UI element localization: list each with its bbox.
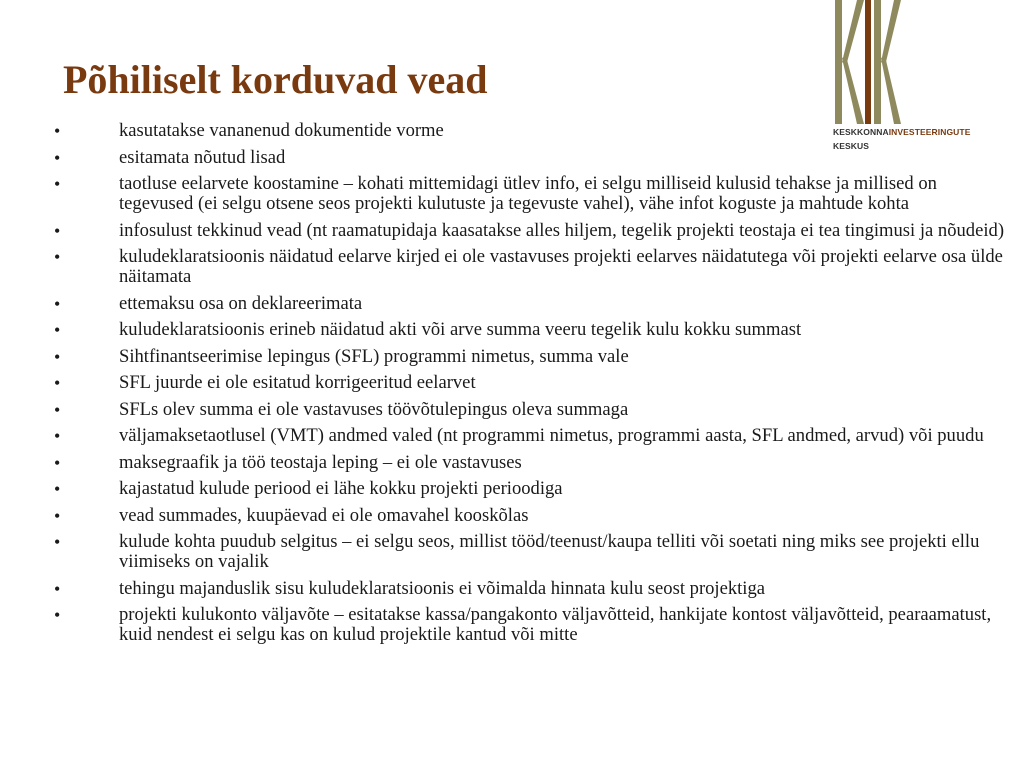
list-item-text: taotluse eelarvete koostamine – kohati mittemidagi ütlev info, ei selgu milliseid kulusid tehakse ja millised on tegevused (ei selgu otsene seos projekti kulutuste ja tegevuste vahel), vähe infot koguste ja mahtude kohta xyxy=(119,173,937,214)
list-item xyxy=(54,479,1004,499)
bullet-icon: • xyxy=(54,505,61,526)
list-item xyxy=(54,400,1004,420)
bullet-icon: • xyxy=(54,605,61,625)
bullet-icon: • xyxy=(54,373,61,393)
list-item-text: tehingu majanduslik sisu kuludeklaratsioonis ei võimalda hinnata kulu seost projektiga xyxy=(119,577,766,599)
list-item-text: Sihtfinantseerimise lepingus (SFL) programmi nimetus, summa vale xyxy=(119,345,629,367)
list-item-text: vead summades, kuupäevad ei ole omavahel kooskõlas xyxy=(119,504,529,526)
logo-word-keskkonna: KESKKONNA xyxy=(833,127,889,137)
list-item xyxy=(54,121,1004,141)
list-item xyxy=(54,247,1004,287)
list-item-text: kasutatakse vananenud dokumentide vorme xyxy=(119,120,444,141)
list-item-text: projekti kulukonto väljavõte – esitatakse kassa/pangakonto väljavõtteid, hankijate kontost väljavõtteid, pearaamatust, kuid nendest ei selgu kas on kulud projektile kantud või mitte xyxy=(119,604,992,645)
bullet-icon: • xyxy=(54,247,61,267)
list-item xyxy=(54,532,1004,572)
bullet-icon: • xyxy=(54,452,61,473)
logo-wordmark-line2: KESKUS xyxy=(833,141,870,151)
list-item xyxy=(54,426,1004,446)
list-item-text: infosulust tekkinud vead (nt raamatupidaja kaasatakse alles hiljem, tegelik projekti teostaja ei tea tingimusi ja nõudeid) xyxy=(119,219,1005,241)
list-item-text: kulude kohta puudub selgitus – ei selgu seos, millist tööd/teenust/kaupa telliti või soetati ning miks see projekti ellu viimiseks on vajalik xyxy=(119,531,980,572)
list-item-text: SFLs olev summa ei ole vastavuses töövõtulepingus oleva summaga xyxy=(119,398,629,420)
list-item-text: SFL juurde ei ole esitatud korrigeeritud eelarvet xyxy=(119,372,476,393)
list-item-text: kuludeklaratsioonis näidatud eelarve kirjed ei ole vastavuses projekti eelarves näidatutega või projekti eelarve osa ülde näitamata xyxy=(119,246,1003,287)
bullet-icon: • xyxy=(54,479,61,499)
list-item xyxy=(54,221,1004,241)
bullet-icon: • xyxy=(54,174,61,194)
list-item xyxy=(54,453,1004,473)
error-list xyxy=(54,121,1004,652)
bullet-icon: • xyxy=(54,426,61,446)
list-item-text: kuludeklaratsioonis erineb näidatud akti või arve summa veeru tegelik kulu kokku summast xyxy=(119,319,802,340)
list-item xyxy=(54,373,1004,393)
list-item-text: kajastatud kulude periood ei lähe kokku projekti perioodiga xyxy=(119,478,563,499)
list-item xyxy=(54,579,1004,599)
list-item xyxy=(54,148,1004,168)
bullet-icon: • xyxy=(54,578,61,599)
bullet-icon: • xyxy=(54,320,61,340)
bullet-icon: • xyxy=(54,121,61,141)
bullet-icon: • xyxy=(54,532,61,552)
kik-logo-mark xyxy=(833,0,903,124)
bullet-icon: • xyxy=(54,399,61,420)
list-item xyxy=(54,294,1004,314)
list-item xyxy=(54,605,1004,645)
bullet-icon: • xyxy=(54,220,61,241)
list-item xyxy=(54,320,1004,340)
list-item xyxy=(54,174,1004,214)
list-item xyxy=(54,347,1004,367)
bullet-icon: • xyxy=(54,346,61,367)
bullet-icon: • xyxy=(54,293,61,314)
list-item-text: maksegraafik ja töö teostaja leping – ei ole vastavuses xyxy=(119,451,522,473)
list-item-text: ettemaksu osa on deklareerimata xyxy=(119,292,363,314)
list-item xyxy=(54,506,1004,526)
slide-title: Põhiliselt korduvad vead xyxy=(63,57,488,102)
logo-word-investeeringute: INVESTEERINGUTE xyxy=(888,127,971,137)
bullet-icon: • xyxy=(54,147,61,168)
list-item-text: esitamata nõutud lisad xyxy=(119,146,286,168)
list-item-text: väljamaksetaotlusel (VMT) andmed valed (nt programmi nimetus, programmi aasta, SFL andmed, arvud) või puudu xyxy=(119,425,984,446)
